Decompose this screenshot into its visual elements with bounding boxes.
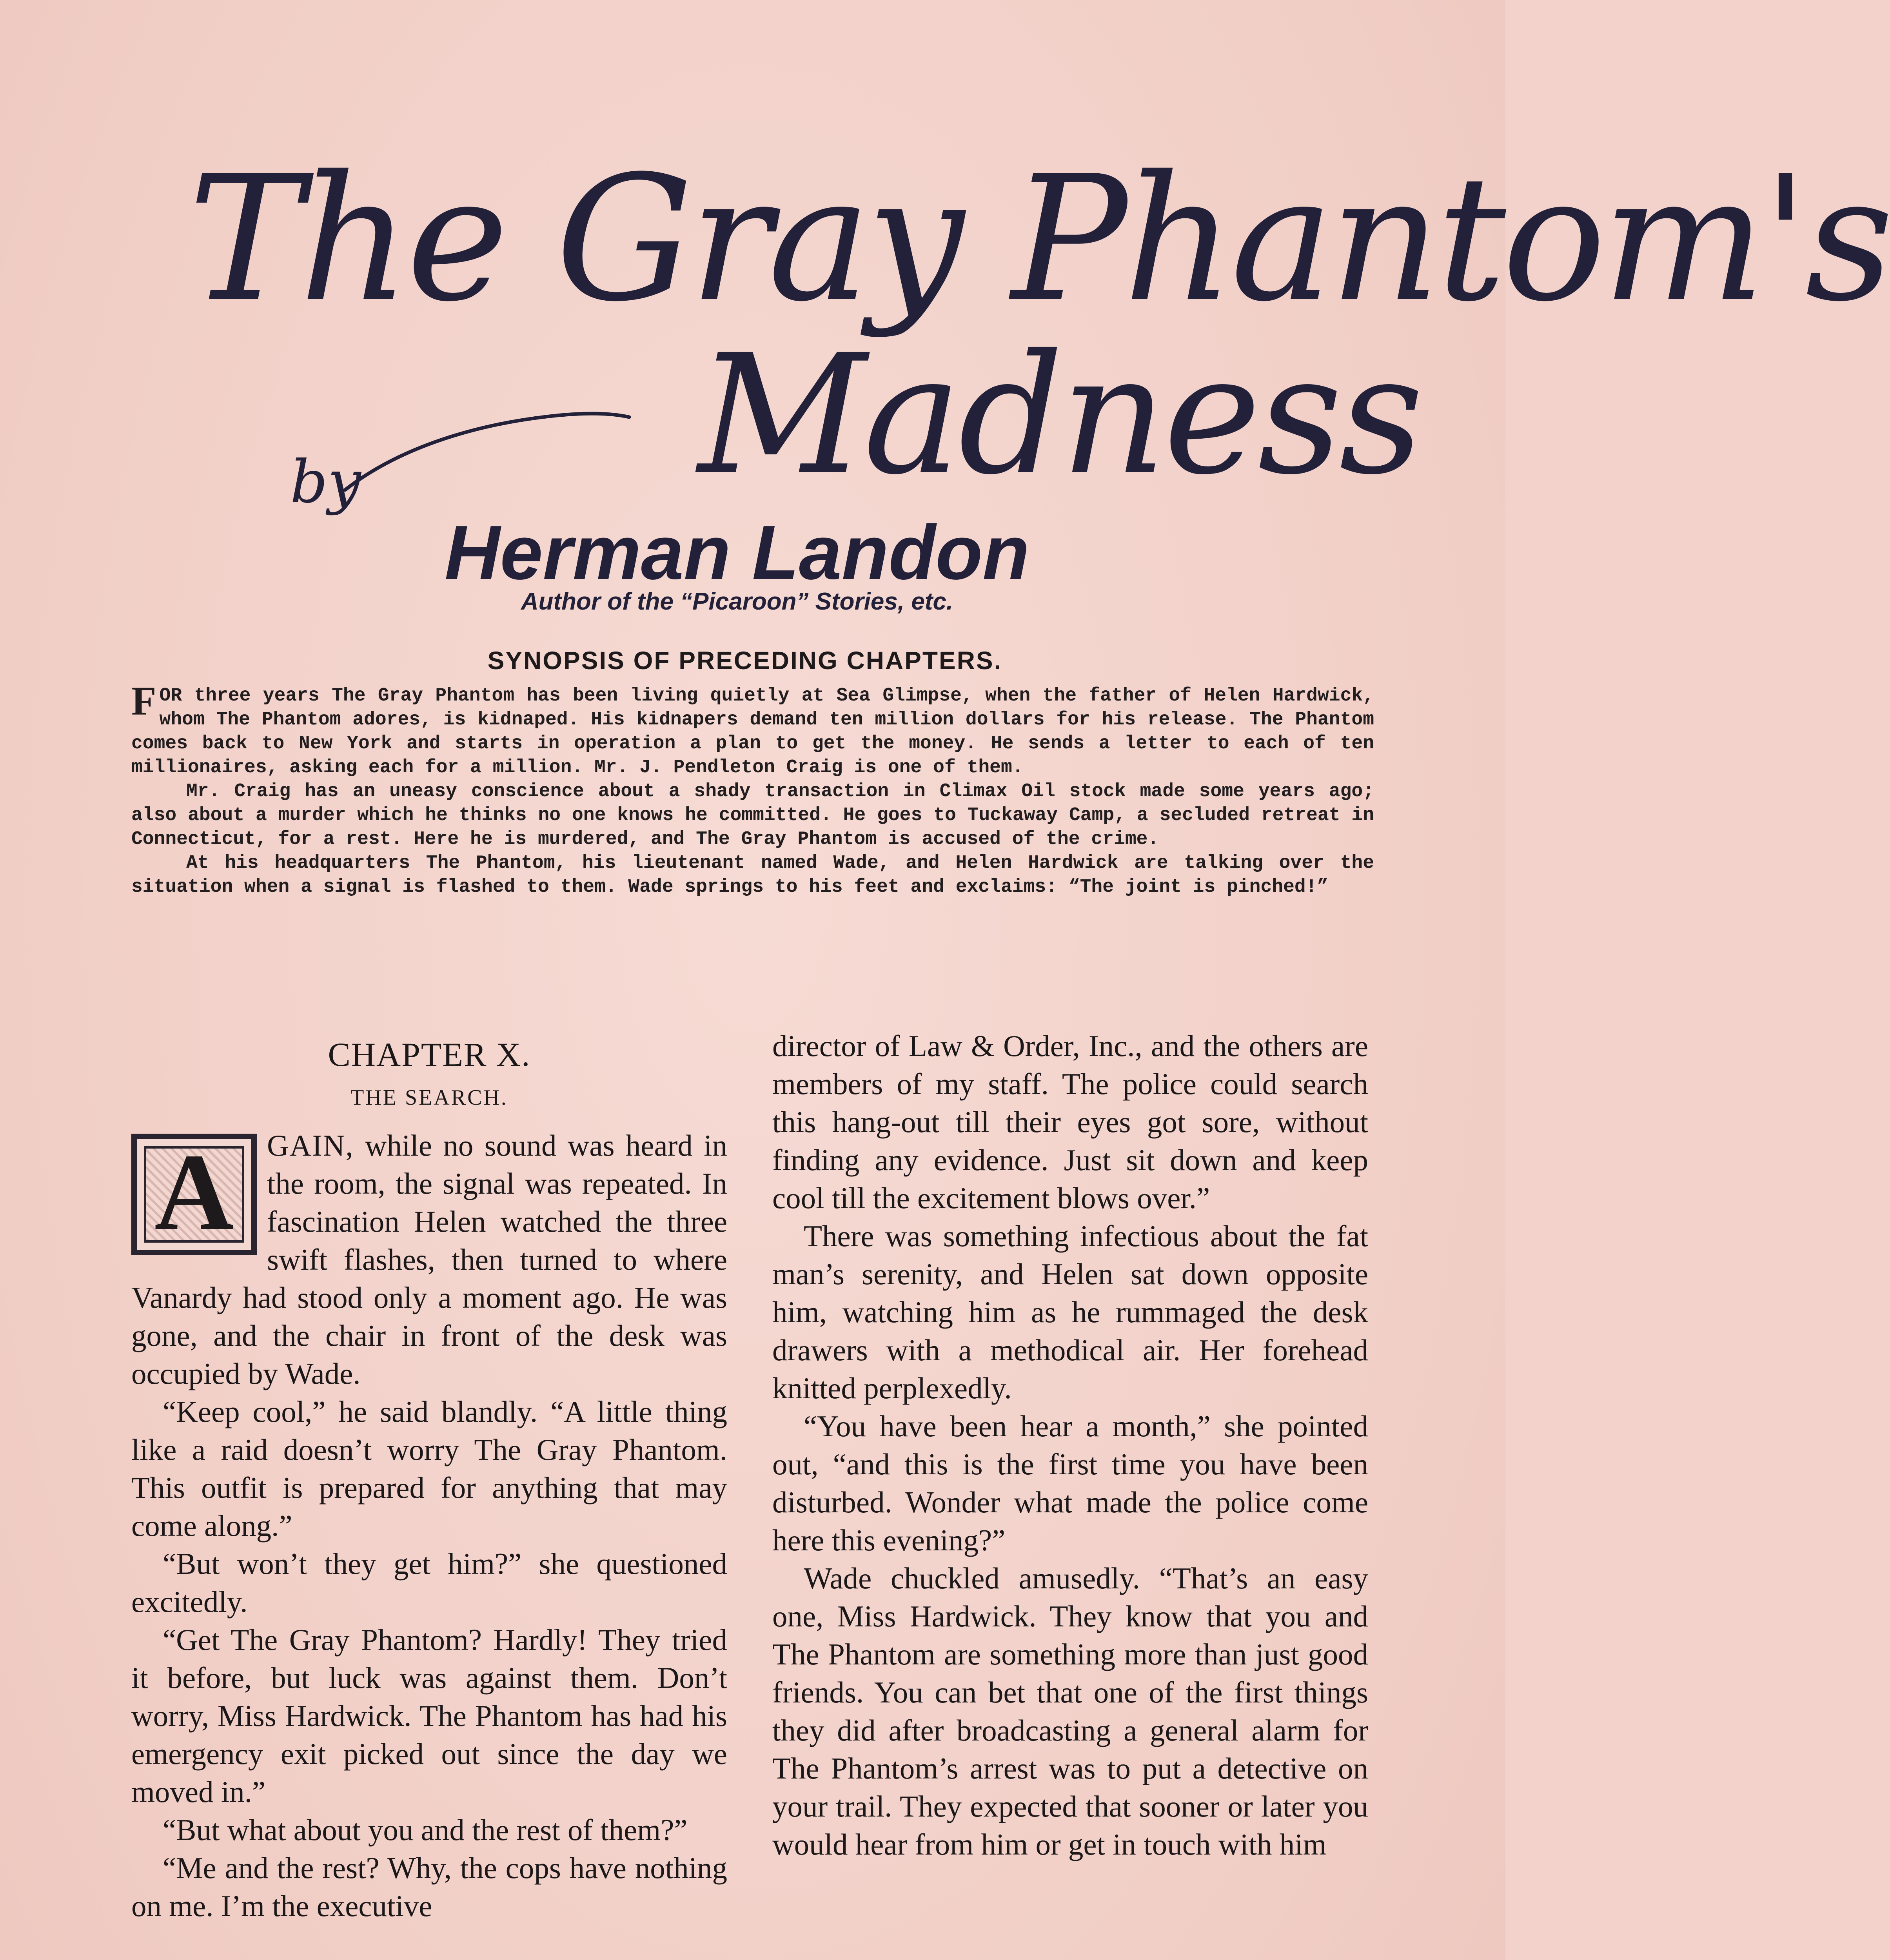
synopsis-paragraph-text: OR three years The Gray Phantom has been living quietly at Sea Glimpse, when the father of Helen Hardwick, whom The Phantom adores, is kidnaped. His kidnapers demand ten million dollars for his release. The Phantom comes back to New York and starts in operation a plan to get the money. He sends a letter to each of ten millionaires, asking each for a million. Mr. J. Pendleton Craig is one of them. [131,685,1374,778]
story-paragraph: Wade chuckled amusedly. “That’s an easy one, Miss Hardwick. They know that you and The Phantom are something more than just good friends. You can bet that one of the first things they did after broadcasting a general alarm for The Phantom’s arrest was to put a detective on your trail. They expected that sooner or later you would hear from him or get in touch with him [772,1561,1368,1861]
author-name: Herman Landon [445,510,1029,595]
synopsis-paragraph: At his headquarters The Phantom, his lieutenant named Wade, and Helen Hardwick are talking over the situation when a signal is flashed to them. Wade springs to his feet and exclaims: “The joint is pinched!” [131,853,1374,898]
story-paragraph: There was something infectious about the fat man’s serenity, and Helen sat down opposite him, watching him as he rummaged the desk drawers with a methodical air. Her forehead knitted perplexedly. [772,1219,1368,1405]
story-paragraph: “But what about you and the rest of them?” [163,1813,688,1847]
story-title-line-2: Madness [698,319,1421,511]
text-column-left [131,1027,727,1960]
synopsis-block [131,679,1374,982]
byline-by: by [290,448,361,516]
story-paragraph-text: while no sound was heard in the room, the signal was repeated. In fascination Helen watched the three swift flashes, then turned to where Vanardy had stood only a moment ago. He was gone, and the chair in front of the desk was occupied by Wade. [131,1129,727,1390]
author-credit: Author of the “Picaroon” Stories, etc. [521,588,953,615]
story-paragraph: “You have been hear a month,” she pointed out, “and this is the first time you have been disturbed. Wonder what made the police come here this evening?” [772,1409,1368,1557]
story-paragraph: “Get The Gray Phantom? Hardly! They tried it before, but luck was against them. Don’t worry, Miss Hardwick. The Phantom has had his emergency exit picked out since the day we moved in.” [131,1623,727,1809]
story-title-line-1: The Gray Phantom's [188,139,1890,339]
synopsis-drop-cap: F [131,679,156,724]
story-paragraph: “Keep cool,” he said blandly. “A little thing like a raid doesn’t worry The Gray Phantom. This outfit is prepared for anything that may come along.” [131,1395,727,1543]
lead-in-word: GAIN, [267,1129,354,1162]
ornamental-drop-cap [131,1131,257,1255]
synopsis-heading: SYNOPSIS OF PRECEDING CHAPTERS. [487,646,1002,675]
drop-cap-letter: A [154,1131,234,1253]
synopsis-paragraph: Mr. Craig has an uneasy conscience about a shady transaction in Climax Oil stock made some years ago; also about a murder which he thinks no one knows he committed. He goes to Tuckaway Camp, a secluded retreat in Connecticut, for a rest. Here he is murdered, and The Gray Phantom is accused of the crime. [131,781,1374,850]
synopsis-paragraph [131,679,1374,780]
byline-swash-decoration [337,400,635,502]
story-paragraph [131,1127,727,1393]
story-paragraph: “Me and the rest? Why, the cops have nothing on me. I’m the executive [131,1851,727,1923]
chapter-title: CHAPTER X. [328,1036,531,1073]
text-column-right [772,1027,1368,1960]
story-paragraph: “But won’t they get him?” she questioned excitedly. [131,1547,727,1619]
story-paragraph: director of Law & Order, Inc., and the others are members of my staff. The police could search this hang-out till their eyes got sore, without finding any evidence. Just sit down and keep cool till the excitement blows over.” [772,1029,1368,1215]
chapter-subtitle: THE SEARCH. [350,1085,508,1110]
